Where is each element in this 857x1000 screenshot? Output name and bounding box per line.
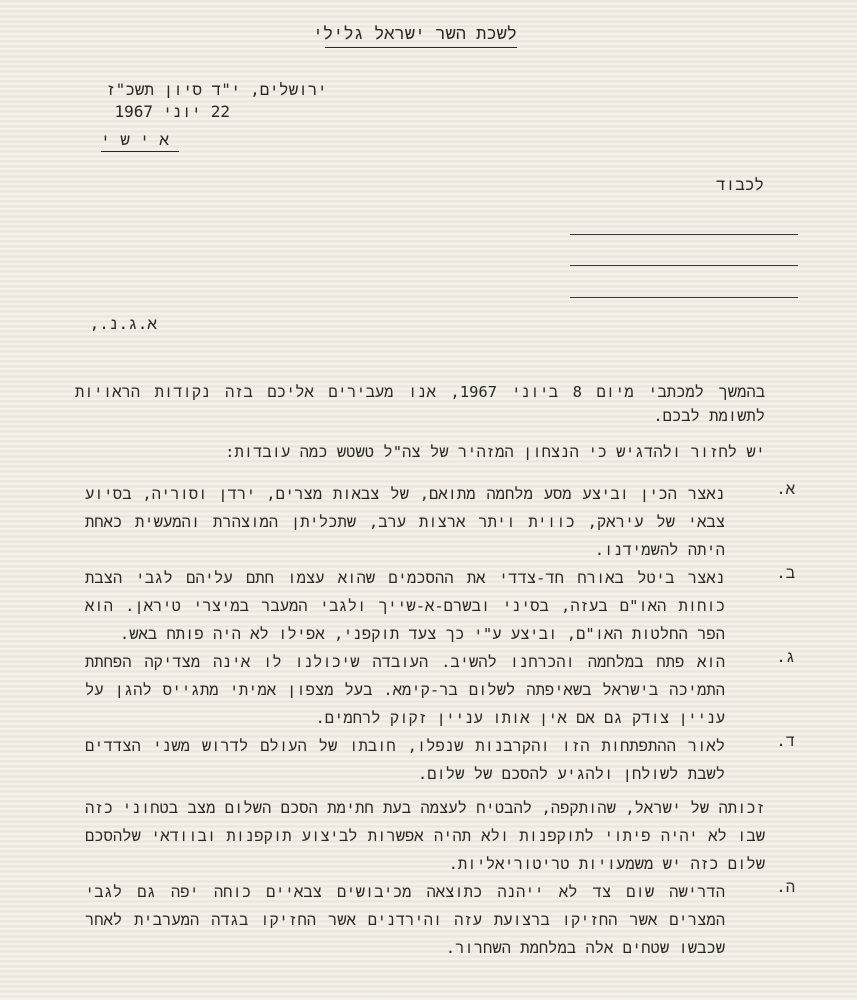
address-line: [570, 297, 798, 298]
intro-paragraph: בהמשך למכתבי מיום 8 ביוני 1967, אנו מעבירים אליכם בזה נקודות הראויות לתשומת לבכם.: [75, 383, 766, 425]
item-marker: ד.: [776, 732, 795, 750]
item-marker: ב.: [776, 564, 795, 582]
item-text: הדרישה שום צד לא ייהנה כתוצאה מכיבושים צבאיים כוחה יפה גם לגבי המצרים אשר החזיקו ברצועת עזה והירדנים אשר החזיקו בגדה המערבית לאחר שכבשו שטחים אלה במלחמת השחרור.: [85, 883, 725, 957]
item-text: הוא פתח במלחמה והכרחנו להשיב. העובדה שיכולנו לו אינה מצדיקה הפחתת התמיכה בישראל בשאיפתה לשלום בר-קימא. בעל מצפון אמיתי מתגייס להגן על עניין צודק גם אם אין אותו עניין זקוק לרחמים.: [85, 653, 725, 727]
recipient-label: לכבוד: [715, 175, 764, 194]
item-text: לאור ההתפתחות הזו והקרבנות שנפלו, חובתו של העולם לדרוש משני הצדדים לשבת לשולחן ולהגיע להסכם של שלום.: [85, 737, 725, 783]
item-text: נאצר הכין וביצע מסע מלחמה מתואם, של צבאות מצרים, ירדן וסוריה, בסיוע צבאי של עיראק, כווית ויתר ארצות ערב, שתכליתן המוצהרת והמעשית כאחת היתה להשמידנו.: [85, 485, 725, 559]
salutation: א.ג.נ.,: [89, 314, 157, 333]
item-marker: ג.: [776, 648, 795, 666]
item-text: נאצר ביטל באורח חד-צדדי את ההסכמים שהוא עצמו חתם עליהם לגבי הצבת כוחות האו"ם בעזה, בסיני ובשרם-א-שייך ולגבי המעבר במיצרי טיראן. הוא הפר החלטות האו"ם, וביצע ע"י כך צעד תוקפני, אפילו לא היה פותח באש.: [85, 569, 725, 643]
item-marker: ה.: [776, 878, 795, 896]
address-line: [570, 234, 798, 235]
item-marker: א.: [776, 480, 795, 498]
address-line: [570, 265, 798, 266]
hebrew-date-line: ירושלים, י"ד סיון תשכ"ז: [105, 80, 327, 99]
letterhead-title: לשכת השר ישראל גלילי: [325, 24, 517, 48]
classification-mark: אישי: [101, 130, 179, 152]
closing-paragraph: זכותה של ישראל, שהותקפה, להבטיח לעצמה בעת חתימת הסכם השלום מצב בטחוני כזה שבו לא יהיה פיתוי לתוקפנות ולא תהיה אפשרות לביצוע תוקפנות ובוודאי שלהסכם שלום כזה יש משמעויות טריטוריאליות.: [85, 799, 765, 873]
lead-sentence: יש לחזור ולהדגיש כי הנצחון המזהיר של צה"ל טשטש כמה עובדות:: [225, 443, 765, 461]
gregorian-date-line: 22 יוני 1967: [114, 102, 230, 121]
